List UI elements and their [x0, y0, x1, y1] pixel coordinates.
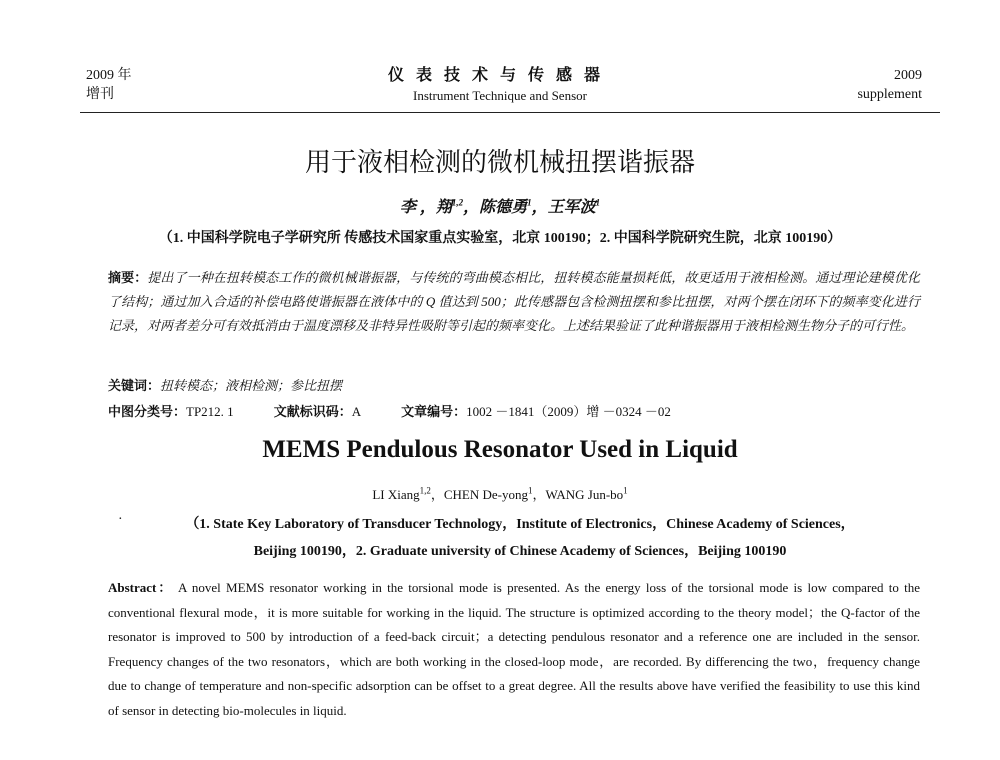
header-year-en: 2009 — [894, 68, 922, 83]
abstract-cn-text: 提出了一种在扭转模态工作的微机械谐振器，与传统的弯曲模态相比，扭转模态能量损耗低，故更适用于液相检测。通过理论建模优化了结构；通过加入合适的补偿电路使谐振器在液体中的 Q 值达到 500；此传感器包含检测扭摆和参比扭摆，对两个摆在闭环下的频率变化进行记录，对两者差分可有效抵消由于温度漂移及非特异性吸附等引起的频率变化。上述结果验证了此种谐振器用于液相检测生物分子的可行性。 — [108, 270, 920, 333]
author-sup: 1 — [528, 485, 533, 496]
keywords-cn-label: 关键词： — [108, 378, 161, 393]
author-sup: 1,2 — [451, 197, 464, 208]
header-journal — [300, 66, 700, 104]
author-sup: 1 — [623, 485, 628, 496]
author-wang-junbo-cn: ，王军波 — [531, 199, 596, 216]
classification-line — [108, 401, 920, 420]
doc-code-value: A — [351, 404, 362, 419]
keywords-cn-text: 扭转模态；液相检测；参比扭摆 — [160, 378, 343, 393]
abstract-en-text: A novel MEMS resonator working in the torsional mode is presented. As the energy loss of the torsional mode is low compared to the conventional flexural mode，it is more suitable for working in the liquid. The structure is optimized according to the theory model；the Q-factor of the resonator is improved to 500 by introduction of a feed-back circuit；a detecting pendulous resonator and a reference one are included in the sensor. Frequency changes of the two resonators，which are both working in the closed-loop mode，are recorded. By differencing the two，frequency change due to change of temperature and non-specific adsorption can be offset to a great degree. All the results above have verified the feasibility to use this kind of sensor in detecting bio-molecules in liquid. — [108, 580, 920, 718]
affiliation-cn: （1. 中国科学院电子学研究所 传感技术国家重点实验室，北京 100190；2. 中国科学院研究生院，北京 100190） — [158, 231, 842, 246]
paper-title-en: MEMS Pendulous Resonator Used in Liquid — [262, 436, 738, 463]
abstract-cn — [108, 266, 920, 338]
abstract-cn-label: 摘要： — [108, 270, 148, 285]
header-right — [857, 66, 922, 104]
doc-code-label: 文献标识码： — [273, 404, 352, 419]
affiliation-en — [150, 511, 890, 565]
abstract-en-label: Abstract： — [108, 580, 174, 595]
clc-value: TP212. 1 — [186, 404, 234, 419]
abstract-en — [108, 576, 920, 723]
header-left — [86, 66, 132, 104]
author-li-xiang-en: LI Xiang — [372, 487, 420, 502]
author-sup: 1 — [595, 197, 601, 208]
clc-label: 中图分类号： — [108, 404, 187, 419]
journal-name-en: Instrument Technique and Sensor — [413, 88, 587, 103]
header-supplement-cn: 增刊 — [86, 87, 114, 102]
affiliation-en-line2: Beijing 100190，2. Graduate university of Chinese Academy of Sciences，Beijing 100190 — [253, 544, 787, 559]
authors-cn — [0, 194, 1000, 217]
article-number-label: 文章编号： — [401, 404, 467, 419]
header-year-cn: 2009 年 — [86, 68, 132, 83]
journal-name-cn: 仪表技术与传感器 — [387, 67, 612, 84]
article-number-value: 1002 －1841（2009）增 －0324 －02 — [466, 404, 671, 419]
author-wang-junbo-en: ，WANG Jun-bo — [532, 487, 624, 502]
author-li-xiang-cn: 李 ，翔 — [399, 199, 452, 216]
author-chen-deyong-cn: ，陈德勇 — [463, 199, 528, 216]
author-sup: 1 — [527, 197, 532, 208]
header-divider — [80, 112, 940, 113]
affiliation-en-line1: （1. State Key Laboratory of Transducer Technology，Institute of Electronics，Chinese Academy of Sciences， — [185, 517, 855, 532]
keywords-cn — [108, 375, 920, 394]
bullet-mark: · — [118, 512, 123, 527]
paper-title-cn: 用于液相检测的微机械扭摆谐振器 — [304, 148, 695, 178]
author-sup: 1,2 — [419, 485, 431, 496]
authors-en — [0, 484, 1000, 503]
author-chen-deyong-en: ，CHEN De-yong — [430, 487, 529, 502]
header-supplement-en: supplement — [857, 87, 922, 102]
